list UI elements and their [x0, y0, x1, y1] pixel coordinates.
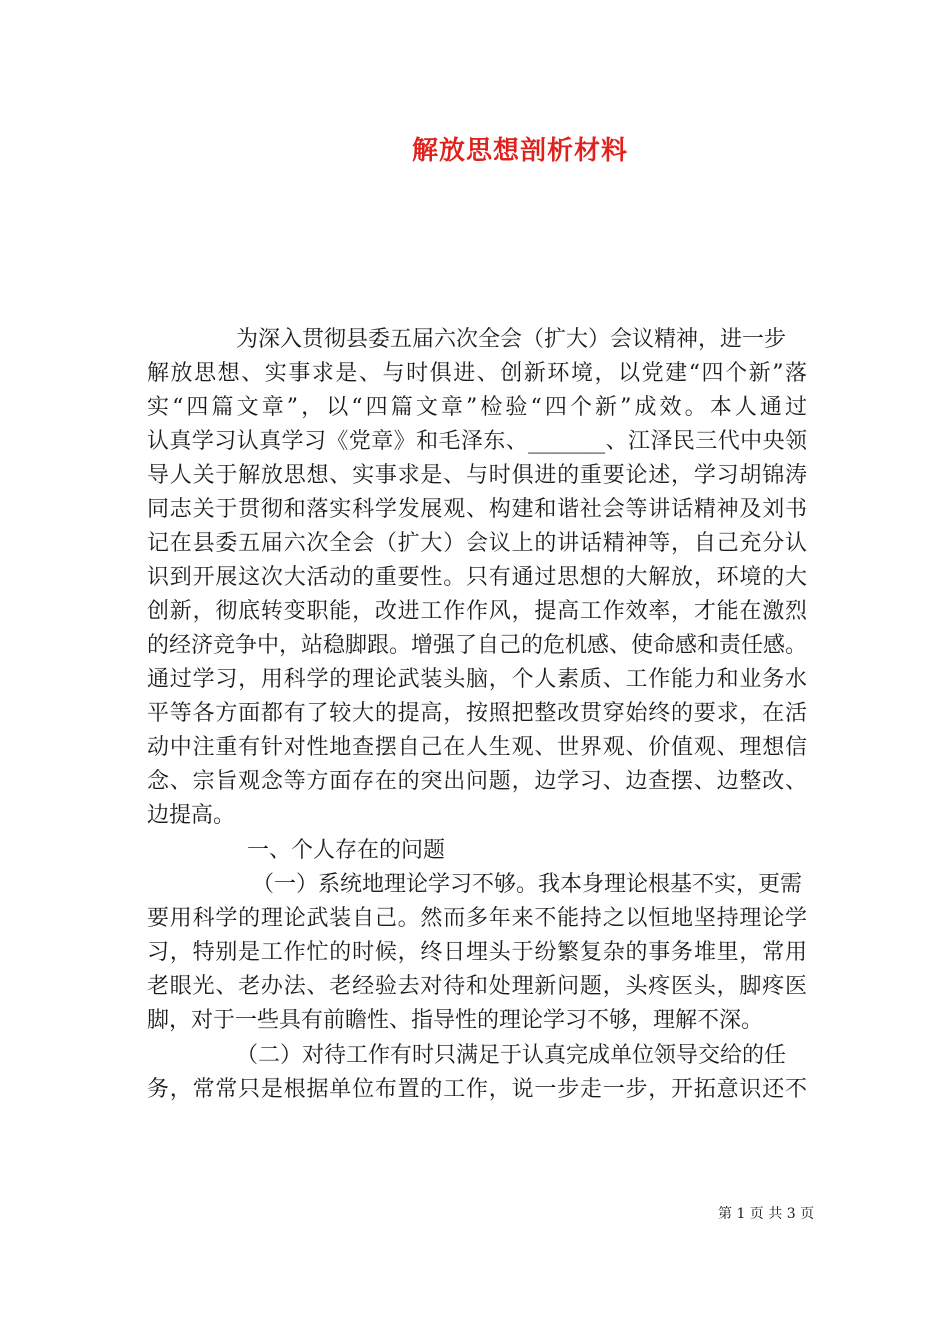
paragraph-line: （二）对待工作有时只满足于认真完成单位领导交给的任	[236, 1043, 787, 1068]
paragraph-line: 脚，对于一些具有前瞻性、指导性的理论学习不够，理解不深。	[147, 1008, 764, 1033]
paragraph-line: 要用科学的理论武装自己。然而多年来不能持之以恒地坚持理论学	[147, 906, 807, 931]
paragraph-line: 认真学习认真学习《党章》和毛泽东、_______、江泽民三代中央领	[147, 429, 807, 454]
page-number: 第 1 页 共 3 页	[718, 1206, 815, 1222]
paragraph-line: 为深入贯彻县委五届六次全会（扩大）会议精神，进一步	[236, 327, 787, 352]
paragraph-line: 创新，彻底转变职能，改进工作作风，提高工作效率，才能在激烈	[147, 599, 807, 624]
paragraph-line: 识到开展这次大活动的重要性。只有通过思想的大解放，环境的大	[147, 565, 807, 590]
paragraph-line: 老眼光、老办法、老经验去对待和处理新问题，头疼医头，脚疼医	[147, 974, 807, 999]
page-title: 解放思想剖析材料	[411, 136, 628, 166]
paragraph-line: 通过学习，用科学的理论武装头脑，个人素质、工作能力和业务水	[147, 667, 807, 692]
paragraph-line: （一）系统地理论学习不够。我本身理论根基不实，更需	[252, 872, 803, 897]
paragraph-line: 记在县委五届六次全会（扩大）会议上的讲话精神等，自己充分认	[147, 531, 807, 556]
paragraph-line: 同志关于贯彻和落实科学发展观、构建和谐社会等讲话精神及刘书	[147, 497, 807, 522]
paragraph-line: 导人关于解放思想、实事求是、与时俱进的重要论述，学习胡锦涛	[147, 463, 807, 488]
paragraph-line: 动中注重有针对性地查摆自己在人生观、世界观、价值观、理想信	[147, 735, 807, 760]
paragraph-line: 念、宗旨观念等方面存在的突出问题，边学习、边查摆、边整改、	[147, 769, 807, 794]
paragraph-line: 解放思想、实事求是、与时俱进、创新环境，以党建“四个新”落	[147, 361, 807, 386]
paragraph-line: 实“四篇文章”，以“四篇文章”检验“四个新”成效。本人通过	[147, 395, 807, 420]
paragraph-line: 的经济竞争中，站稳脚跟。增强了自己的危机感、使命感和责任感。	[147, 633, 808, 658]
paragraph-line: 边提高。	[147, 803, 236, 828]
section-heading: 一、个人存在的问题	[247, 838, 446, 863]
paragraph-line: 平等各方面都有了较大的提高，按照把整改贯穿始终的要求，在活	[147, 701, 807, 726]
paragraph-line: 务，常常只是根据单位布置的工作，说一步走一步，开拓意识还不	[147, 1077, 807, 1102]
paragraph-line: 习，特别是工作忙的时候，终日埋头于纷繁复杂的事务堆里，常用	[147, 940, 807, 965]
